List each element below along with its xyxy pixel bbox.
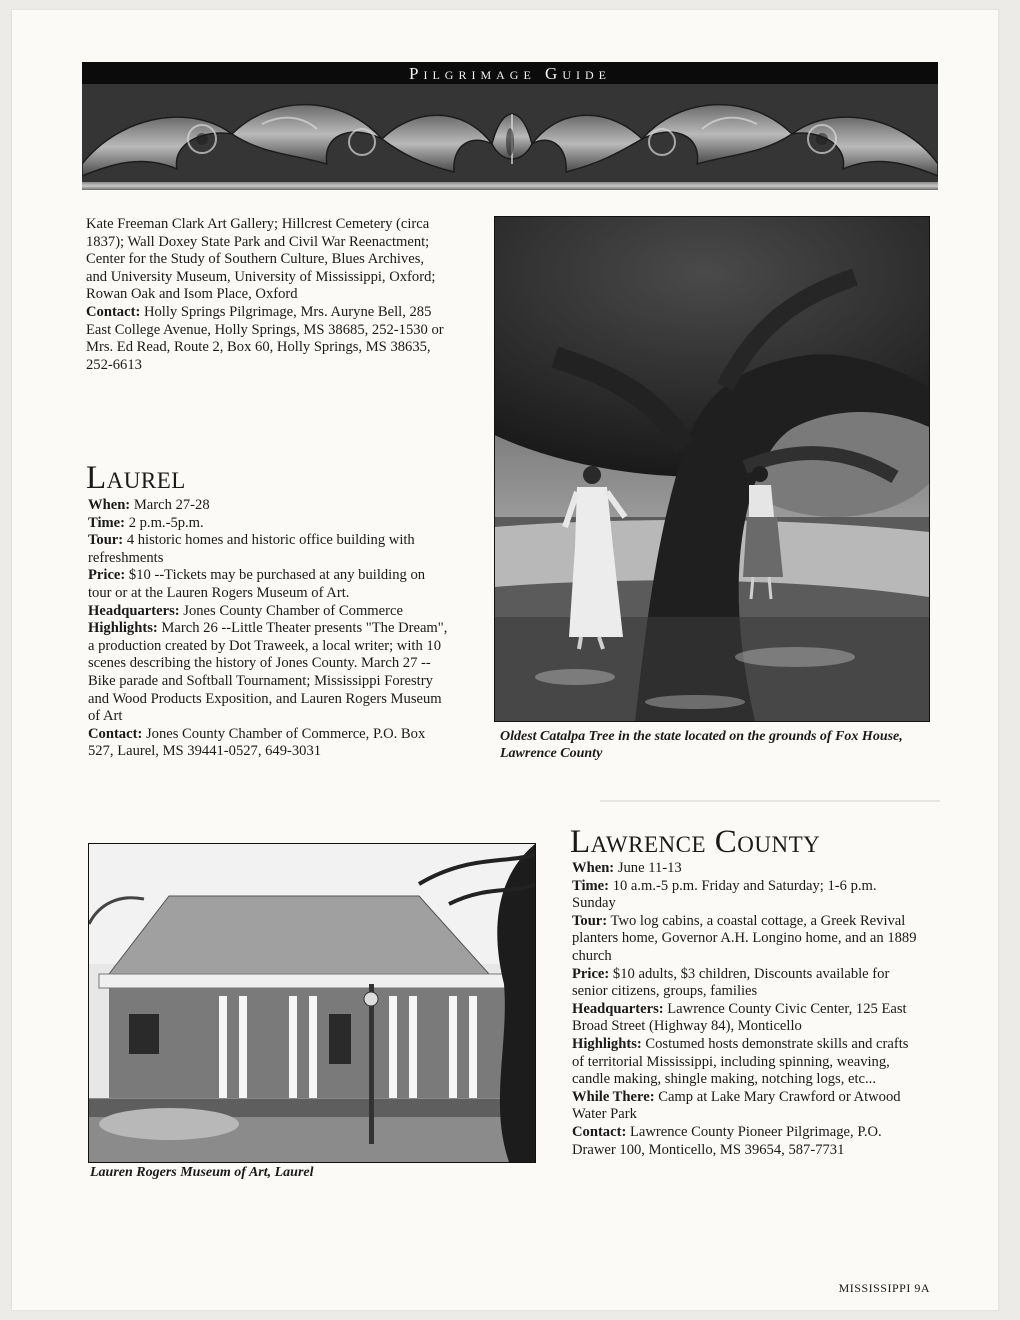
header-stripe <box>82 182 938 190</box>
lawrence-highlights <box>572 1036 922 1089</box>
museum-photo <box>88 843 536 1163</box>
contact-text: Lawrence County Pioneer Pilgrimage, P.O. Drawer 100, Monticello, MS 39654, 587-7731 <box>572 1123 882 1158</box>
headquarters-text: Jones County Chamber of Commerce <box>183 602 403 619</box>
lawrence-while-there <box>572 1089 922 1124</box>
tour-label: Tour: <box>88 532 124 549</box>
when-text: June 11-13 <box>617 860 682 876</box>
headquarters-label: Headquarters: <box>572 1000 664 1017</box>
laurel-time <box>88 515 448 533</box>
highlights-text: March 26 --Little Theater presents "The Dream", a production created by Dot Traweek, a local writer; with 10 scenes describing the history of Jones County. March 27 --Bike parade and Softball Tournament; Mississippi Forestry and Wood Products Exposition, and Lauren Rogers Museum of Art <box>88 620 448 725</box>
contact-text: Jones County Chamber of Commerce, P.O. Box 527, Laurel, MS 39441-0527, 649-3031 <box>88 725 426 760</box>
price-label: Price: <box>572 965 610 982</box>
holly-springs-section <box>86 216 446 374</box>
laurel-when <box>88 497 448 515</box>
lawrence-when <box>572 860 922 878</box>
laurel-headquarters <box>88 603 448 621</box>
laurel-highlights <box>88 620 448 726</box>
price-text: $10 adults, $3 children, Discounts available for senior citizens, groups, families <box>572 965 890 1000</box>
laurel-price <box>88 567 448 602</box>
while-there-label: While There: <box>572 1088 655 1105</box>
laurel-section <box>88 497 448 761</box>
lawrence-county-section <box>572 860 922 1159</box>
catalpa-tree-caption: Oldest Catalpa Tree in the state located on the grounds of Fox House, Lawrence County <box>500 729 903 761</box>
contact-label: Contact: <box>86 303 141 320</box>
contact-text: Holly Springs Pilgrimage, Mrs. Auryne Bell, 285 East College Avenue, Holly Springs, MS 38685, 252-1530 or Mrs. Ed Read, Route 2, Box 60, Holly Springs, MS 38635, 252-6613 <box>86 303 444 373</box>
time-text: 10 a.m.-5 p.m. Friday and Saturday; 1-6 p.m. Sunday <box>572 877 877 912</box>
time-label: Time: <box>572 877 610 894</box>
contact-label: Contact: <box>88 725 143 742</box>
lawrence-time <box>572 878 922 913</box>
headquarters-label: Headquarters: <box>88 602 180 619</box>
lawrence-tour <box>572 913 922 966</box>
tour-text: Two log cabins, a coastal cottage, a Greek Revival planters home, Governor A.H. Longino home, and an 1889 church <box>572 912 917 964</box>
header-title: Pilgrimage Guide <box>82 62 938 84</box>
when-label: When: <box>572 860 615 876</box>
holly-springs-intro: Kate Freeman Clark Art Gallery; Hillcrest Cemetery (circa 1837); Wall Doxey State Park and Civil War Reenactment; Center for the Study of Southern Culture, Blues Archives, and University Museum, University of Mississippi, Oxford; Rowan Oak and Isom Place, Oxford <box>86 216 436 303</box>
when-label: When: <box>88 497 131 513</box>
lawrence-headquarters <box>572 1001 922 1036</box>
tour-text: 4 historic homes and historic office building with refreshments <box>88 532 415 566</box>
acanthus-scroll-ornament <box>82 84 938 182</box>
laurel-tour <box>88 532 448 567</box>
laurel-heading: Laurel <box>86 460 186 496</box>
holly-springs-contact <box>86 304 446 374</box>
while-there-text: Camp at Lake Mary Crawford or Atwood Water Park <box>572 1088 901 1123</box>
time-text: 2 p.m.-5p.m. <box>128 514 204 531</box>
museum-caption: Lauren Rogers Museum of Art, Laurel <box>90 1165 314 1180</box>
lawrence-price <box>572 966 922 1001</box>
page-number: MISSISSIPPI 9A <box>838 1281 930 1295</box>
contact-label: Contact: <box>572 1123 627 1140</box>
price-label: Price: <box>88 567 126 584</box>
lawrence-contact <box>572 1124 922 1159</box>
headquarters-text: Lawrence County Civic Center, 125 East Broad Street (Highway 84), Monticello <box>572 1000 907 1035</box>
price-text: $10 --Tickets may be purchased at any building on tour or at the Lauren Rogers Museum of Art. <box>88 567 426 601</box>
show-through-rule <box>600 800 940 802</box>
time-label: Time: <box>88 514 126 531</box>
laurel-contact <box>88 726 448 761</box>
catalpa-tree-image <box>495 217 929 721</box>
highlights-label: Highlights: <box>88 620 158 637</box>
header-banner <box>82 62 938 190</box>
when-text: March 27-28 <box>133 497 210 513</box>
catalpa-tree-photo <box>494 216 930 722</box>
lawrence-county-heading: Lawrence County <box>570 824 821 860</box>
highlights-text: Costumed hosts demonstrate skills and crafts of territorial Mississippi, including spinning, weaving, candle making, shingle making, notching logs, etc... <box>572 1035 909 1088</box>
highlights-label: Highlights: <box>572 1035 642 1052</box>
museum-image <box>89 844 535 1162</box>
tour-label: Tour: <box>572 912 608 929</box>
